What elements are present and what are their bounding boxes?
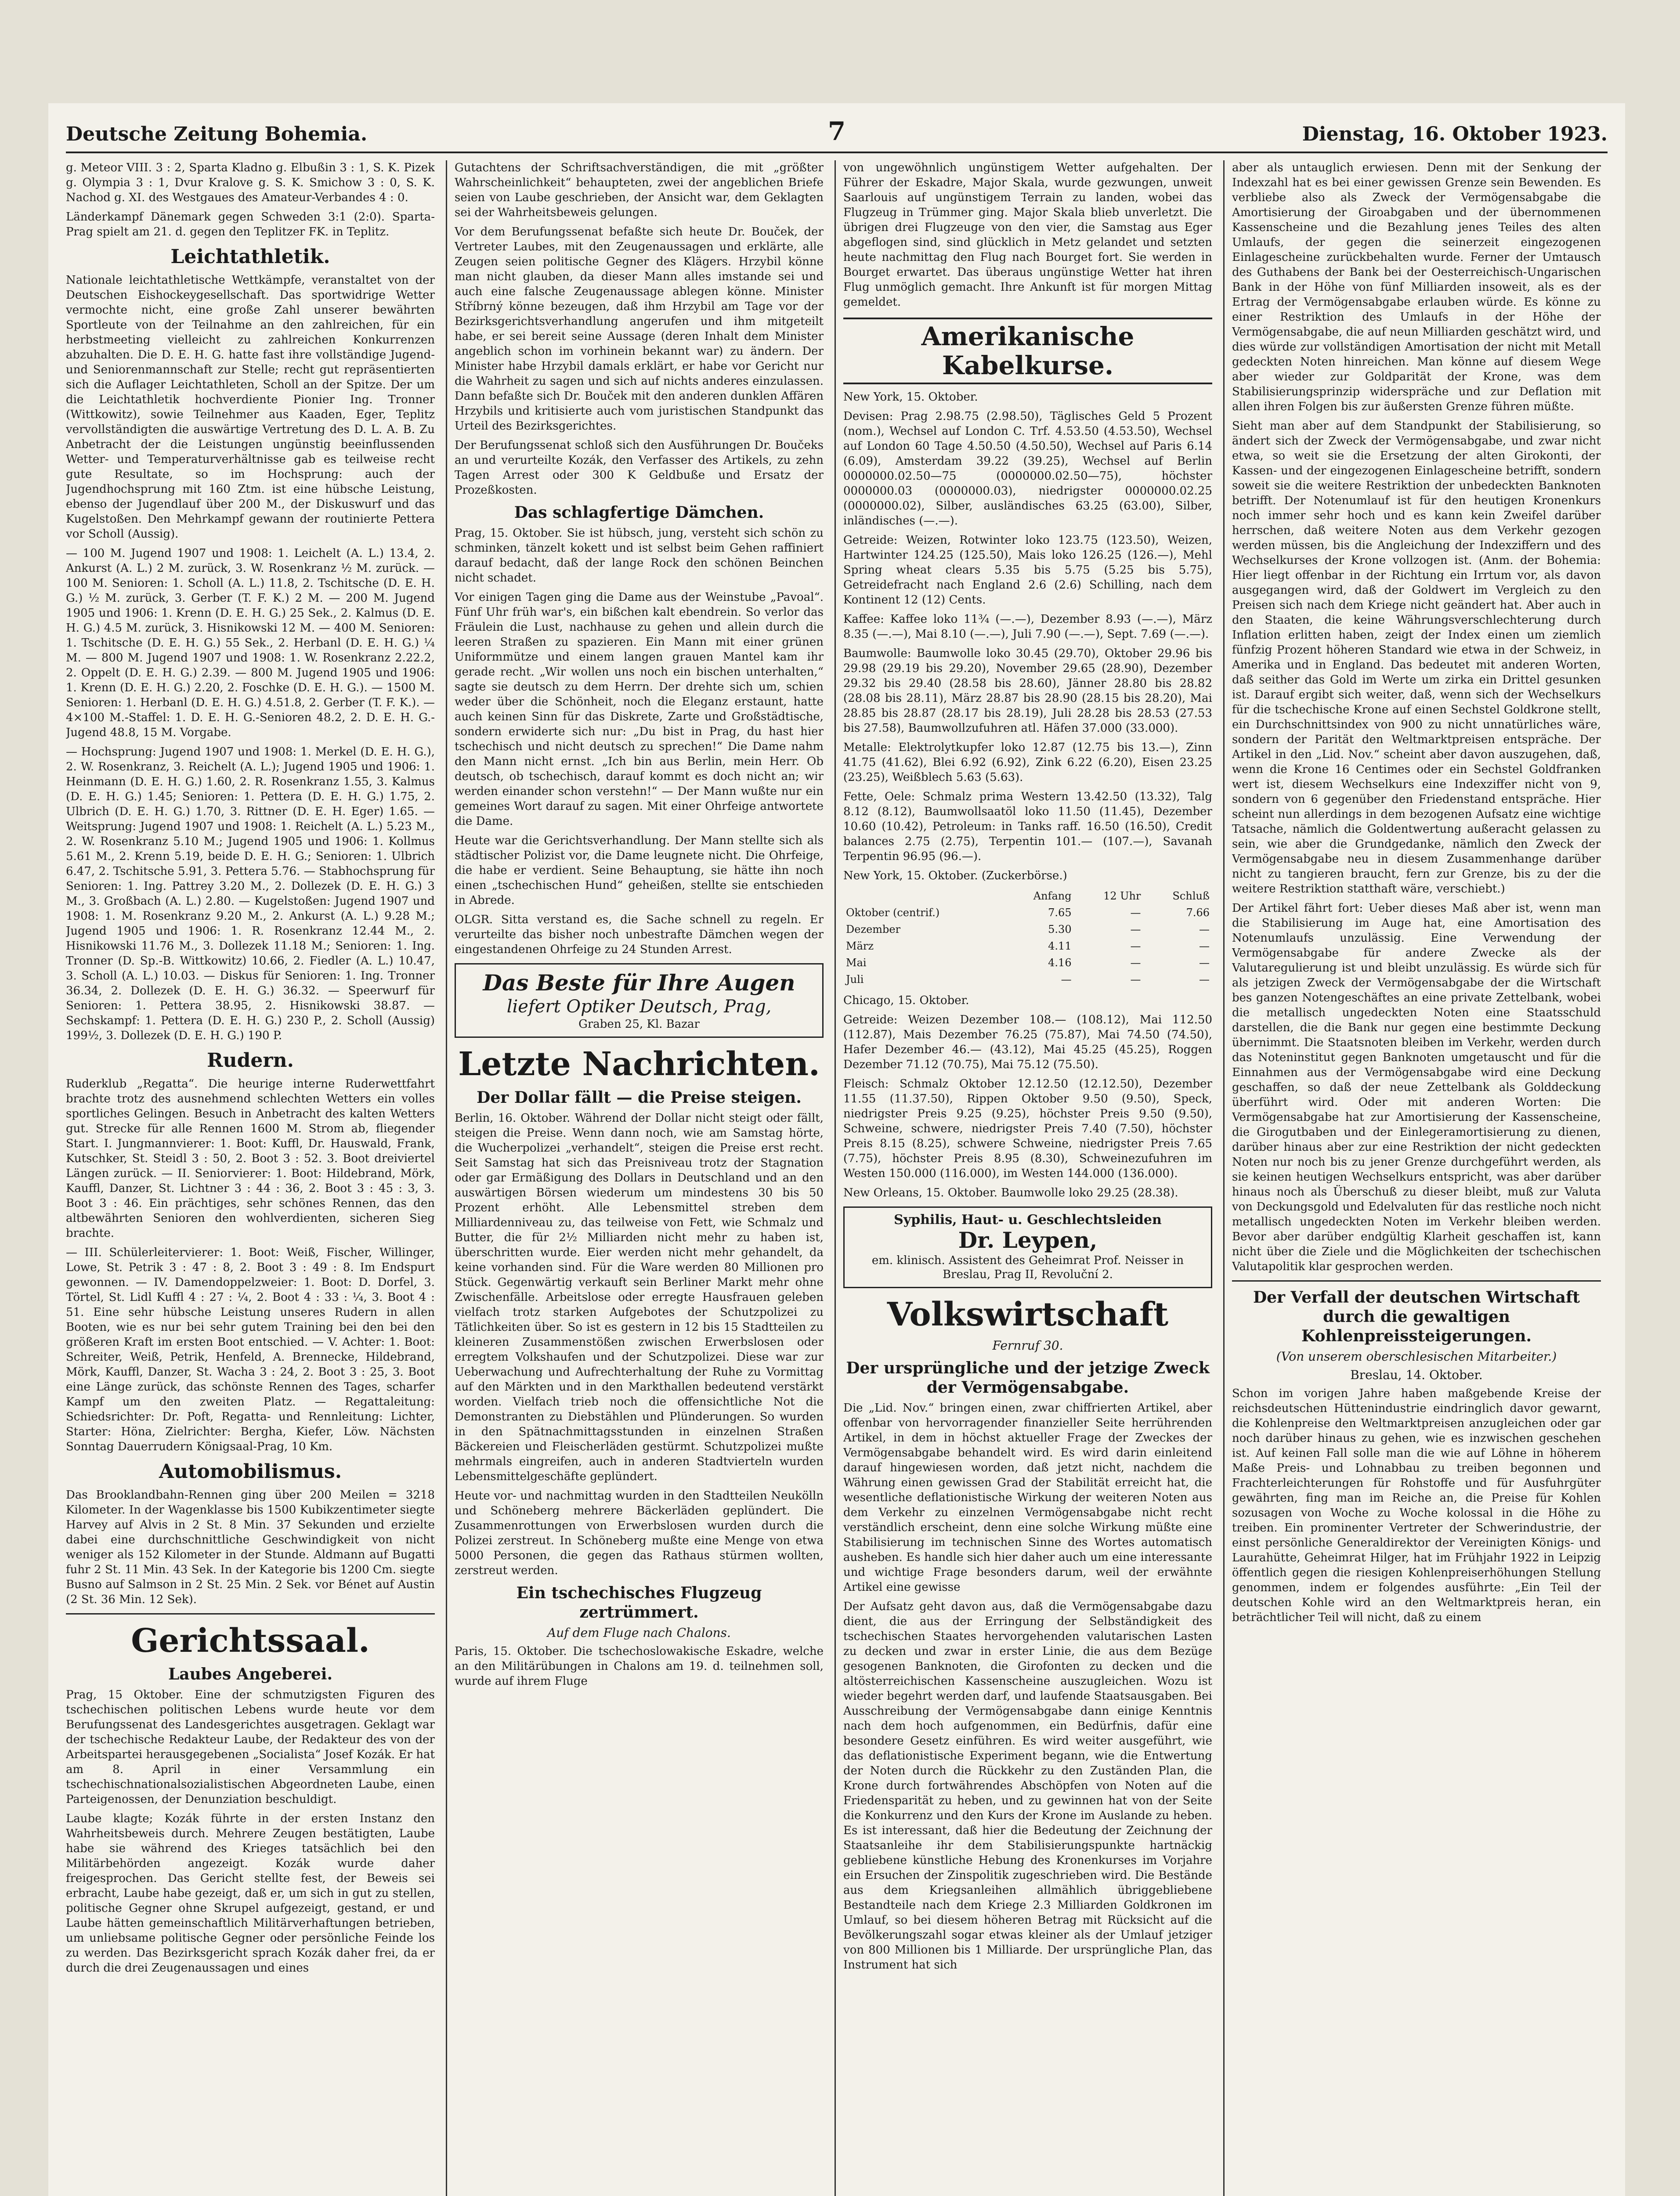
kabel-kaffee: Kaffee: Kaffee loko 11¾ (—.—), Dezember 8.93 (—.—), März 8.35 (—.—), Mai 8.10 (—.—), Juli 7.90 (—.—), Sept. 7.69 (—.—). — [843, 613, 1212, 641]
table-cell: — — [1199, 923, 1210, 935]
volkswirtschaft-phone: Fernruf 30. — [992, 1338, 1063, 1353]
ad-name: liefert Optiker Deutsch, Prag, — [506, 997, 772, 1017]
table-row — [843, 938, 1212, 954]
kabelkurse-heading: Amerikanische Kabelkurse. — [843, 318, 1212, 384]
table-row — [843, 954, 1212, 971]
table-cell: — — [1199, 973, 1210, 986]
column-1 — [66, 160, 435, 2196]
zuckerboerse-table — [843, 888, 1212, 988]
rudern-text-2: — III. Schülerleitervierer: 1. Boot: Weiß, Fischer, Willinger, Lowe, St. Petrik 3 : 47 : 8, 2. Boot 3 : 49 : 8. Im Endspurt gewonnen. — IV. Damendoppelzweier: 1. Boot: D. Dorfel, 3. Törtel, St. Lidl Kuffl 4 : 27 : ¼, 2. Boot 4 : 33 : ¼, 3. Boot 4 : 51. Eine sehr hübsche Leistung unseres Rudern in allen Booten, wie es nur bei sehr gutem Training bei den bei den größeren Kraft im ersten Boot entschied. — V. Achter: 1. Boot: Schreiter, Weiß, Petrik, Henfeld, A. Brennecke, Hildebrand, Mörk, Kauffl, Danzer, St. Wacha 3 : 24, 2. Boot 3 : 25, 3. Boot eine Länge zurück, das schönste Rennen des Tages, scharfer Kampf um den zweiten Platz. — Regattaleitung: Schiedsrichter: Dr. Poft, Regatta- und Rennleitung: Lichter, Starter: Höna, Zielrichter: Bergha, Kiefer, Löw. Nächsten Sonntag Dauerrudern Königsaal-Prag, 10 Km. — [66, 1246, 435, 1453]
automobilismus-heading: Automobilismus. — [159, 1460, 342, 1483]
table-header-cell: 12 Uhr — [1103, 890, 1141, 902]
table-cell: März — [846, 940, 874, 952]
vermoegensabgabe-continued-1: aber als untauglich erwiesen. Denn mit der Senkung der Indexzahl hat es bei einer gewissen Grenze sein Bewenden. Es verbliebe also als Zweck der Vermögensabgabe die Amortisierung der Giroabgaben und der übernommenen Kassenscheine und die Bezahlung jenes Teiles des alten Umlaufs, der gegen die seinerzeit eingezogenen Einlagescheine zurückbehalten wurde. Ferner der Umtausch des Guthabens der Bank bei der Oesterreichisch-Ungarischen Bank in der Höhe von fünf Milliarden insoweit, als es der Ertrag der Vermögensabgabe erlauben würde. Es könne zu einer Restriktion des Umlaufs in der Höhe der Vermögensabgabe, die auf neun Milliarden geschätzt wird, und dies würde zur vollständigen Amortisation der nicht mit Metall gedeckten Noten hinreichen. Man könne auf diesem Wege aber wieder zur Goldparität der Krone, was dem Stabilisierungsprinzip widerspräche und zur Deflation mit allen ihren Folgen bis zur äußersten Grenze führen müßte. — [1232, 161, 1601, 413]
table-header-cell: Anfang — [1033, 890, 1072, 902]
verfall-byline: (Von unserem oberschlesischen Mitarbeiter.) — [1276, 1349, 1557, 1364]
table-header-row — [843, 888, 1212, 904]
football-results: g. Meteor VIII. 3 : 2, Sparta Kladno g. Elbußin 3 : 1, S. K. Pizek g. Olympia 3 : 1, Dvur Kralove g. S. K. Smichow 3 : 0, S. K. Nachod g. XI. des Westgaues des Amateur-Verbandes 4 : 0. — [66, 161, 435, 204]
gerichtssaal-heading: Gerichtssaal. — [131, 1622, 370, 1660]
gerichtssaal-text-2: Laube klagte; Kozák führte in der ersten Instanz den Wahrheitsbeweis durch. Mehrere Zeugen bestätigten, Laube habe sie während des Krieges tatsächlich bei den Militärbehörden angezeigt. Kozák wurde daher freigesprochen. Das Gericht stellte fest, der Beweis sei erbracht, Laube habe gezeigt, daß er, um sich in gut zu stellen, politische Gegner ohne Skrupel aufgezeigt, gestand, er und Laube hätten gemeinschaftlich Militärverhaftungen betrieben, um unliebsame politische Gegner oder persönliche Feinde los zu werden. Das Bezirksgericht sprach Kozák daher frei, da er durch die drei Zeugenaussagen und eines — [66, 1812, 435, 1975]
vermoegensabgabe-text-2: Der Aufsatz geht davon aus, daß die Vermögensabgabe dazu dient, die aus der Erringung der Selbständigkeit des tschechischen Staates hervorgehenden valutarischen Lasten zu decken und zwar in erster Linie, die aus dem Bezüge gesogenen Banknoten, die Girofonten zu decken und die altösterreichischen Kassenscheine auszugleichen. Wozu ist wieder begehrt werden darf, und laufende Staatsausgaben. Bei Ausschreibung der Vermögensabgabe dann einige Kenntnis nach dem hoch aufgenommen, ein Bedürfnis, dafür eine besondere Gesetz einführen. Es wird weiter ausgeführt, wie das deflationistische Experiment begann, wie die Entwertung der Noten durch die Rückkehr zu den Zuständen Plan, die Krone durch fortwährendes Abschöpfen von Noten auf die Friedensparität zu heben, und zu gewinnen hat von der Seite die Konkurrenz und den Kurs der Krone im Auslande zu heben. Es ist interessant, daß hier die Bedeutung der Zeichnung der Staatsanleihe ihr dem Stabilisierungspunkte hartnäckig gebliebene künstliche Hebung des Kronenkurses im Vorjahre ein Ersuchen der Zinspolitik zugeschrieben wird. Die Bestände aus dem Kriegsanleihen allmählich übriggebliebene Bestandteile nach dem Kriege 2.3 Milliarden Goldkronen im Umlauf, so bei diesem höheren Betrag mit Rücksicht auf die Bevölkerungszahl sogar etwas kleiner als der Umlauf jetziger von 800 Millionen bis 1 Milliarde. Der ursprüngliche Plan, das Instrument hat sich — [843, 1600, 1212, 1972]
kabel-devisen: Devisen: Prag 2.98.75 (2.98.50), Täglisches Geld 5 Prozent (nom.), Wechsel auf London C. Trf. 4.53.50 (4.53.50), Wechsel auf London 60 Tage 4.50.50 (4.50.50), Wechsel auf Paris 6.14 (6.09), Amsterdam 39.22 (39.25), Wechsel auf Berlin 0000000.02.50—75 (0000000.02.50—75), höchster 0000000.03 (0000000.03), niedrigster 0000000.02.25 (0000000.02), Silber, ausländisches 63.25 (63.00), Silber, inländisches (—.—). — [843, 410, 1212, 527]
table-cell: — — [1130, 923, 1141, 935]
leypen-advertisement — [843, 1206, 1212, 1288]
dollar-text-2: Heute vor- und nachmittag wurden in den Stadtteilen Neukölln und Schöneberg mehrere Bäckerläden geplündert. Die Zusammenrottungen von Erwerbslosen wurden durch die Polizei zerstreut. In Schöneberg mußte eine Menge von etwa 5000 Personen, die gegen das Rathaus stürmen wollten, zerstreut werden. — [455, 1489, 824, 1577]
leichtathletik-text-1: Nationale leichtathletische Wettkämpfe, veranstaltet von der Deutschen Eishockeygesellschaft. Das sportwidrige Wetter vermochte nicht, eine große Zahl unserer bewährten Sportleute von der Teilnahme an den zahlreichen, für ein herbstmeeting vielleicht zu zahlreichen Konkurrenzen abzuhalten. Die D. E. H. G. hatte fast ihre vollständige Jugend- und Seniorenmannschaft zur Stelle; recht gut repräsentierten sich die Auflager Leichtathleten, Scholl an der Spitze. Der um die Leichtathletik hochverdiente Pionier Ing. Tronner (Wittkowitz), sowie Teilnehmer aus Kaaden, Eger, Teplitz vervollständigten die auswärtige Vertretung des D. L. A. B. Zu Anbetracht der die Leistungen ungünstig beeinflussenden Wetter- und Temperaturverhältnisse gab es teilweise recht gute Resultate, so im Hochsprung: auch der Jugendhochsprung mit 160 Ztm. ist eine hübsche Leistung, ebenso der Jugendlauf über 200 M., der Diskuswurf und das Kugelstoßen. Den Mehrkampf gewann der routinierte Pettera vor Scholl (Aussig). — [66, 274, 435, 541]
column-rule — [835, 160, 836, 2196]
chicago-fleisch: Fleisch: Schmalz Oktober 12.12.50 (12.12.50), Dezember 11.55 (11.37.50), Rippen Oktober 9.50 (9.50), Speck, niedrigster Preis 9.25 (9.25), höchster Preis 9.50 (9.50), Schweine, schwere, niedrigster Preis 7.40 (7.50), höchster Preis 8.15 (8.25), schwere Schweine, niedrigster Preis 7.65 (7.75), höchster Preis 8.95 (8.30), Schweinezufuhren im Westen 150.000 (116.000), im Westen 144.000 (136.000). — [843, 1077, 1212, 1180]
vermoegensabgabe-continued-3: Der Artikel fährt fort: Ueber dieses Maß aber ist, wenn man die Stabilisierung im Auge hat, eine Amortisation des Notenumlaufs unzulässig. Eine Verwendung der Vermögensabgabe für andere Zwecke als der Valutaregulierung ist und bleibt unzulässig. Es würde sich für als jetzigen Zweck der Vermögensabgabe der die Wirtschaft bes ganzen Notengeschäftes an eine private Zettelbank, wobei die metallisch ungedeckten Noten eine Staatsschuld darstellen, die die Bank nur gegen eine bestimmte Deckung übernimmt. Die Staatsnoten bleiben im Verkehr, werden durch das Noteninstitut gegen Banknoten umgetauscht und für die Einnahmen aus der Vermögensabgabe wird eine Deckung geschaffen, so daß der neue Zettelbank als Golddeckung überführt wird. Oder mit anderen Worten: Die Vermögensabgabe hat zur Amortisierung der Kassenscheine, die Girogutbaben und der Einlegeramortisierung zu dienen, darüber hinaus aber zur eine Restriktion der nicht gedeckten Noten nur noch bis zu jener Grenze durchgeführt werden, als sie keinen heutigen Wechselkurs entspricht, was aber darüber hinaus noch als Überschuß zu dieser bleibt, muß zur Valuta von Deckungsgold und Edelvaluten für das restliche noch nicht metallisch ungedeckten Noten im Verkehr bleiben werden. Bevor aber darüber endgültig Klarheit geschaffen ist, kann nicht über die Ziele und die Möglichkeiten der tschechischen Valutapolitik klar gesprochen werden. — [1232, 902, 1601, 1273]
section-divider — [1232, 1280, 1601, 1282]
table-cell: — — [1130, 957, 1141, 969]
vermoegensabgabe-text-1: Die „Lid. Nov.“ bringen einen, zwar chiffrierten Artikel, aber offenbar von hervorragender finanzieller Seite herrührenden Artikel, in dem in höchst aktueller Frage der Zweckes der Vermögensabgabe behandelt wird. Es wird darin einleitend darauf hingewiesen worden, daß jetzt nicht, nachdem die Währung einen gewissen Grad der Stabilität erreicht hat, die wesentliche deflationistische Wirkung der weiteren Noten aus dem Verkehr zu einzelnen Vermögensabgabe nicht recht verständlich erscheint, denn eine solche Wirkung müßte eine Stabilisierung im technischen Sinne des Wortes automatisch ausheben. Es handle sich hier daher auch um eine interessante und wichtige Frage besonders darum, weil der erwähnte Artikel eine gewisse — [843, 1401, 1212, 1594]
daemchen-text-2: Vor einigen Tagen ging die Dame aus der Weinstube „Pavoal“. Fünf Uhr früh war's, ein bißchen kalt ebendrein. So verlor das Fräulein die Lust, nachhause zu gehen und allein durch die leeren Straßen zu spazieren. Ein Mann mit einer grünen Uniformmütze und einem langen grauen Mantel kam ihr gerade recht. „Wir wollen uns noch ein bischen unterhalten,“ sagte sie deutsch zu dem Herrn. Der drehte sich um, schien weder über die Schönheit, noch die Eleganz erstaunt, hatte auch keinen Sinn für das Diskrete, Zarte und Großstädtische, sondern erwiderte sich nur: „Du bist in Prag, du hast hier tschechisch und nicht deutsch zu sprechen!“ Die Dame nahm den Mann nicht ernst. „Ich bin aus Berlin, mein Herr. Ob deutsch, ob tschechisch, darauf kommt es doch nicht an; wir werden einander schon verstehn!“ — Der Mann wußte nur ein gemeines Wort darauf zu sagen. Mit einer Ohrfeige antwortete die Dame. — [455, 591, 824, 828]
table-row — [843, 971, 1212, 988]
kabel-getreide: Getreide: Weizen, Rotwinter loko 123.75 (123.50), Weizen, Hartwinter 124.25 (125.50), Mais loko 126.25 (126.—), Mehl Spring wheat clears 5.35 bis 5.75 (5.25 bis 5.75), Getreidefracht nach England 2.6 (2.6) Schilling, nach dem Kontinent 12 (12) Cents. — [843, 534, 1212, 607]
table-cell: — — [1061, 973, 1072, 986]
ad-topic: Syphilis, Haut- u. Geschlechtsleiden — [894, 1212, 1162, 1228]
verfall-heading: Der Verfall der deutschen Wirtschaft durch die gewaltigen Kohlenpreissteigerungen. — [1253, 1288, 1580, 1345]
daemchen-heading: Das schlagfertige Dämchen. — [514, 503, 764, 522]
column-3 — [843, 160, 1212, 2196]
automobilismus-text: Das Brooklandbahn-Rennen ging über 200 Meilen = 3218 Kilometer. In der Wagenklasse bis 1500 Kubikzentimeter siegte Harvey auf Alvis in 2 St. 8 Min. 37 Sekunden und erzielte dabei eine durchschnittliche Geschwindigkeit von nicht weniger als 152 Kilometer in der Stunde. Aldmann auf Bugatti fuhr 2 St. 11 Min. 43 Sek. In der Kategorie bis 1200 Cm. siegte Busno auf Salmson in 2 St. 25 Min. 2 Sek. vor Bénet auf Austin (2 St. 36 Min. 12 Sek). — [66, 1488, 435, 1606]
leichtathletik-text-3: — Hochsprung: Jugend 1907 und 1908: 1. Merkel (D. E. H. G.), 2. W. Rosenkranz, 3. Reichelt (A. L.); Jugend 1905 und 1906: 1. Heinmann (D. E. H. G.) 1.60, 2. R. Rosenkranz 1.55, 3. Kalmus (D. E. H. G.) 1.45; Senioren: 1. Pettera (D. E. H. G.) 1.75, 2. Ulbrich (D. E. H. G.) 1.70, 3. Rittner (D. E. H. Eger) 1.65. — Weitsprung: Jugend 1907 und 1908: 1. Reichelt (A. L.) 5.23 M., 2. W. Rosenkranz 5.10 M.; Jugend 1905 und 1906: 1. Kollmus 5.61 M., 2. Krenn 5.19, beide D. E. H. G.; Senioren: 1. Ulbrich 6.47, 2. Tschitsche 5.91, 3. Pettera 5.76. — Stabhochsprung für Senioren: 1. Ing. Pattrey 3.20 M., 2. Dollezek (D. E. H. G.) 3 M., 3. Großbach (A. L.) 2.80. — Kugelstoßen: Jugend 1907 und 1908: 1. M. Rosenkranz 9.20 M., 2. Ankurst (A. L.) 9.28 M.; Jugend 1905 und 1906: 1. R. Rosenkranz 12.44 M., 2. Hisnikowski 11.76 M., 3. Dollezek 11.18 M.; Senioren: 1. Ing. Tronner (D. Sp.-B. Wittkowitz) 10.66, 2. Fiedler (A. L.) 10.47, 3. Scholl (A. L.) 10.03. — Diskus für Senioren: 1. Ing. Tronner 36.34, 2. Dollezek (D. E. H. G.) 36.32. — Speerwurf für Senioren: 1. Pettera 38.95, 2. Hisnikowski 38.87. — Sechskampf: 1. Pettera (D. E. H. G.) 230 P., 2. Scholl (Aussig) 199½, 3. Dollezek (D. E. H. G.) 190 P. — [66, 745, 435, 1042]
column-2 — [455, 160, 824, 2196]
zuckerboerse-dateline: New York, 15. Oktober. (Zuckerbörse.) — [843, 869, 1067, 882]
table-cell: 4.11 — [1048, 940, 1072, 952]
laube-text-3: Der Berufungssenat schloß sich den Ausführungen Dr. Boučeks an und verurteilte Kozák, den Verfasser des Artikels, zu zehn Tagen Arrest oder 300 K Geldbuße und Ersatz der Prozeßkosten. — [455, 439, 824, 497]
table-cell: Mai — [846, 957, 867, 969]
laube-text-1: Gutachtens der Schriftsachverständigen, die mit „größter Wahrscheinlichkeit“ behaupteten, zwei der angeblichen Briefe seien von Laube geschrieben, der Ansicht war, dem Geklagten sei der Wahrheitsbeweis gelungen. — [455, 161, 824, 219]
ad-headline: Das Beste für Ihre Augen — [483, 970, 795, 996]
table-cell: Oktober (centrif.) — [846, 907, 940, 919]
table-header-cell — [843, 888, 1004, 904]
page-header — [66, 114, 1608, 153]
dollar-text-1: Berlin, 16. Oktober. Während der Dollar nicht steigt oder fällt, steigen die Preise. Wenn dann noch, wie am Samstag hörte, die Wucherpolizei „verhandelt“, steigen die Preise erst recht. Seit Samstag hat sich das Preisniveau trotz der Stagnation oder gar Ermäßigung des Dollars in Deutschland und an den auswärtigen Börsen wiederum um mindestens 30 bis 50 Prozent erhöht. Alle Lebensmittel streben dem Milliardenniveau zu, das teilweise von Fett, wie Schmalz und Butter, die für 2½ Milliarden nicht mehr zu haben ist, überschritten wurde. Eier werden nicht mehr gehandelt, da keine vorhanden sind. Für die Ware werden 80 Millionen pro Stück. Gegenwärtig verkauft sein Berliner Markt mehr ohne Zwischenfälle. Arbeitslose oder erregte Hausfrauen geleben vielfach trotz starken Aufgebotes der Schutzpolizei zu Tätlichkeiten über. So ist es gestern in 12 bis 15 Stadtteilen zu kleineren Zusammenstößen zwischen Erwerbslosen oder erregtem Volkshaufen und der Schutzpolizei. Diese war zur Ueberwachung und Aufrechterhaltung der Ruhe zu Vormittag auf den Märkten und in den Markthallen bedeutend verstärkt worden. Vielfach trieb noch die offensichtliche Not die Demonstranten zu Diebstählen und Plünderungen. So wurden in den Spätnachmittagsstunden in einzelnen Straßen Bäckereien und Fleischerläden gestürmt. Schutzpolizei mußte mehrmals eingreifen, auch in anderen Stadtvierteln wurden Lebensmittelgeschäfte geplündert. — [455, 1112, 824, 1483]
page-number: 7 — [827, 116, 846, 146]
table-row — [843, 904, 1212, 921]
table-cell: 7.66 — [1186, 907, 1210, 919]
dollar-heading: Der Dollar fällt — die Preise steigen. — [477, 1088, 802, 1107]
table-cell: — — [1199, 940, 1210, 952]
gerichtssaal-subheading: Laubes Angeberei. — [168, 1665, 333, 1683]
laenderkampf-text: Länderkampf Dänemark gegen Schweden 3:1 (2:0). Sparta-Prag spielt am 21. d. gegen den Teplitzer FK. in Teplitz. — [66, 210, 435, 238]
kabel-dateline: New York, 15. Oktober. — [843, 390, 978, 404]
ad-doctor-name: Dr. Leypen, — [958, 1227, 1098, 1253]
kabel-metalle: Metalle: Elektrolytkupfer loko 12.87 (12.75 bis 13.—), Zinn 41.75 (41.62), Blei 6.92 (6.92), Zink 6.22 (6.20), Eisen 23.25 (23.25), Weißblech 5.63 (5.63). — [843, 741, 1212, 784]
vermoegensabgabe-heading: Der ursprüngliche und der jetzige Zweck der Vermögensabgabe. — [846, 1359, 1210, 1397]
rudern-heading: Rudern. — [207, 1049, 294, 1072]
chicago-getreide: Getreide: Weizen Dezember 108.— (108.12), Mai 112.50 (112.87), Mais Dezember 76.25 (75.87), Mai 74.50 (74.50), Hafer Dezember 46.— (43.12), Mai 45.25 (45.25), Roggen Dezember 71.12 (70.75), Mai 75.12 (75.50). — [843, 1013, 1212, 1071]
newspaper-page — [48, 103, 1625, 2196]
table-cell: Dezember — [846, 923, 901, 935]
flugzeug-text: Paris, 15. Oktober. Die tschechoslowakische Eskadre, welche an den Militärübungen in Chalons am 19. d. teilnehmen soll, wurde auf ihrem Fluge — [455, 1645, 824, 1688]
table-cell: — — [1199, 957, 1210, 969]
gerichtssaal-text-1: Prag, 15 Oktober. Eine der schmutzigsten Figuren des tschechischen politischen Lebens wurde heute vor dem Berufungssenat des Landesgerichtes ausgetragen. Geklagt war der tschechische Redakteur Laube, der Redakteur des von der Arbeitspartei herausgegebenen „Socialista“ Josef Kozák. Er hat am 8. April in einer Versammlung ein tschechischnationalsozialistischen Abgeordneten Laube, einen Parteigenossen, der Denunziation beschuldigt. — [66, 1688, 435, 1806]
leichtathletik-text-2: — 100 M. Jugend 1907 und 1908: 1. Leichelt (A. L.) 13.4, 2. Ankurst (A. L.) 2 M. zurück, 3. W. Rosenkranz ½ M. zurück. — 100 M. Senioren: 1. Scholl (A. L.) 11.8, 2. Tschitsche (D. E. H. G.) ½ M. zurück, 3. Gerber (T. F. K.) 2 M. — 200 M. Jugend 1905 und 1906: 1. Krenn (D. E. H. G.) 25 Sek., 2. Kalmus (D. E. H. G.) 4.5 M. zurück, 3. Hisnikowski 12 M. — 400 M. Senioren: 1. Tschitsche (D. E. H. G.) 55 Sek., 2. Herbanl (D. E. H. G.) ¼ M. — 800 M. Jugend 1907 und 1908: 1. W. Rosenkranz 2.22.2, 2. Oppelt (D. E. H. G.) 2.39. — 800 M. Jugend 1905 und 1906: 1. Krenn (D. E. H. G.) 2.20, 2. Foschke (D. E. H. G.). — 1500 M. Senioren: 1. Herbanl (D. E. H. G.) 4.51.8, 2. Gerber (T. F. K.). — 4×100 M.-Staffel: 1. D. E. H. G.-Senioren 48.2, 2. D. E. H. G.-Jugend 48.8, 15 M. Vorgabe. — [66, 547, 435, 739]
table-row — [843, 921, 1212, 938]
newspaper-name: Deutsche Zeitung Bohemia. — [66, 123, 368, 145]
issue-date: Dienstag, 16. Oktober 1923. — [1302, 123, 1608, 145]
verfall-dateline: Breslau, 14. Oktober. — [1350, 1368, 1483, 1382]
kabel-baumwolle: Baumwolle: Baumwolle loko 30.45 (29.70), Oktober 29.96 bis 29.98 (29.19 bis 29.20), November 29.65 (28.90), Dezember 29.32 bis 29.40 (28.58 bis 28.60), Jänner 28.80 bis 28.82 (28.08 bis 28.11), März 28.87 bis 28.90 (28.15 bis 28.20), Mai 28.85 bis 28.87 (28.17 bis 28.19), Juli 28.28 bis 28.53 (27.53 bis 27.58), Baumwollzufuhren atl. Häfen 37.000 (33.000). — [843, 647, 1212, 735]
table-cell: Juli — [846, 973, 864, 986]
table-cell: — — [1130, 940, 1141, 952]
rudern-text-1: Ruderklub „Regatta“. Die heurige interne Ruderwettfahrt brachte trotz des ausnehmend schlechten Wetters ein volles sportliches Gelingen. Besuch in Anbetracht des kalten Wetters gut. Strecke für alle Rennen 1600 M. Strom ab, fliegender Start. I. Jungmannvierer: 1. Boot: Kuffl, Dr. Hauswald, Frank, Kutschker, St. Steidl 3 : 50, 2. Boot 3 : 52. 3. Boot dreiviertel Längen zurück. — II. Seniorvierer: 1. Boot: Hildebrand, Mörk, Kauffl, Danzer, St. Lichtner 3 : 44 : 36, 2. Boot 3 : 45 : 3, 3. Boot 3 : 46. Ein prächtiges, sehr schönes Rennen, das den altbewährten Senioren den wohlverdienten, sicheren Sieg brachte. — [66, 1077, 435, 1240]
table-cell: 7.65 — [1048, 907, 1072, 919]
volkswirtschaft-heading: Volkswirtschaft — [887, 1296, 1169, 1333]
vermoegensabgabe-continued-2: Sieht man aber auf dem Standpunkt der Stabilisierung, so ändert sich der Zweck der Vermögensabgabe, und zwar nicht etwa, so weit sie die Ersetzung der alten Girokonti, der Kassen- und der eingezogenen Einlagescheine betrifft, sondern soweit sie die weitere Restriktion der unbedeckten Banknoten betrifft. Der Notenumlauf ist für den heutigen Kronenkurs noch immer sehr hoch und es kann kein Zweifel darüber herrschen, daß weitere Noten aus dem Verkehr gezogen werden müssen, bis die Angleichung der Indexziffern und des Wechselkurses der Krone vollzogen ist. (Anm. der Bohemia: Hier liegt offenbar in der Richtung ein Irrtum vor, als davon ausgegangen wird, daß der Goldwert im Vergleich zu den Preisen sich nach dem Kriege nicht geändert hat. Aber auch in den Staaten, die keine Währungsverschlechterung durch Inflation erlitten haben, zeigt der Index einen um ziemlich fünfzig Prozent höheren Standard wie etwa in der Schweiz, in Amerika und in England. Das bedeutet mit anderen Worten, daß seither das Gold im Werte um zirka ein Drittel gesunken ist. Darauf ergibt sich weiter, daß, wenn sich der Wechselkurs für die tschechische Krone auf einen Sechstel Goldkrone stellt, ein Durchschnittsindex von 900 zu nicht unnatürliches wäre, sondern der Parität den Weltmarktpreisen entspräche. Der Artikel in den „Lid. Nov.“ scheint aber davon auszugehen, daß, wenn die Krone 16 Centimes oder ein Sechstel Goldfranken wert ist, diesem Wechselkurs eine Indexziffer nicht von 9, sondern von 6 gegenüber den Friedenstand entspräche. Hier scheint nun allerdings in dem bezogenen Aufsatz eine wichtige Tatsache, nämlich die Goldentwertung außeracht gelassen zu sein, wie aber die Grundgedanke, nämlich den Zweck der Vermögensabgabe neu in diesem Zusammenhange darüber nicht zu tangieren braucht, fern zur Grenze, bis zu der die weitere Restriktion statthaft wäre, verschiebt.) — [1232, 419, 1601, 896]
table-cell: 5.30 — [1048, 923, 1072, 935]
section-divider — [66, 1613, 435, 1614]
chicago-dateline: Chicago, 15. Oktober. — [843, 994, 969, 1007]
leichtathletik-heading: Leichtathletik. — [170, 246, 330, 268]
table-cell: 4.16 — [1048, 957, 1072, 969]
column-4 — [1232, 160, 1601, 2196]
daemchen-text-1: Prag, 15. Oktober. Sie ist hübsch, jung, versteht sich schön zu schminken, tänzelt kokett und ist selbst beim Gehen raffiniert darauf bedacht, daß der lange Rock den schönen Beinchen nicht schadet. — [455, 527, 824, 585]
daemchen-text-4: OLGR. Sitta verstand es, die Sache schnell zu regeln. Er verurteilte das bisher noch unbestrafte Dämchen wegen der eingestandenen Ohrfeige zu 24 Stunden Arrest. — [455, 913, 824, 956]
flugzeug-heading: Ein tschechisches Flugzeug zertrümmert. — [516, 1584, 762, 1622]
table-header-cell: Schluß — [1172, 890, 1210, 902]
kabel-fette: Fette, Oele: Schmalz prima Western 13.42.50 (13.32), Talg 8.12 (8.12), Baumwollsaatöl loko 11.50 (11.45), Dezember 10.60 (10.42), Petroleum: in Tanks raff. 16.50 (16.50), Credit balances 2.75 (2.75), Terpentin 101.— (107.—), Savanah Terpentin 96.95 (96.—). — [843, 790, 1212, 863]
letzte-nachrichten-heading: Letzte Nachrichten. — [458, 1045, 820, 1083]
table-cell: — — [1130, 973, 1141, 986]
column-rule — [446, 160, 447, 2196]
optiker-advertisement — [455, 963, 824, 1038]
flugzeug-continued: von ungewöhnlich ungünstigem Wetter aufgehalten. Der Führer der Eskadre, Major Skala, wurde gezwungen, unweit Saarlouis auf ungünstigem Terrain zu landen, wobei das Flugzeug in Trümmer ging. Major Skala blieb unverletzt. Die übrigen drei Flugzeuge von den vier, die Samstag aus Eger abgeflogen sind, sind glücklich in Metz gelandet und setzten heute nachmittag den Flug nach Bourget fort. Sie werden in Bourget erwartet. Das überaus ungünstige Wetter hat ihren Flug unmöglich gemacht. Ihre Ankunft ist für morgen Mittag gemeldet. — [843, 161, 1212, 309]
new-orleans-text: New Orleans, 15. Oktober. Baumwolle loko 29.25 (28.38). — [843, 1186, 1178, 1199]
ad-doctor-details: em. klinisch. Assistent des Geheimrat Prof. Neisser in Breslau, Prag II, Revoluční 2. — [871, 1254, 1184, 1281]
table-cell: — — [1130, 907, 1141, 919]
daemchen-text-3: Heute war die Gerichtsverhandlung. Der Mann stellte sich als städtischer Polizist vor, die Dame leugnete nicht. Die Ohrfeige, die habe er verdient. Seine Behauptung, sie hätte ihn noch einen „tschechischen Hund“ geheißen, stellte sie entschieden in Abrede. — [455, 834, 824, 907]
laube-text-2: Vor dem Berufungssenat befaßte sich heute Dr. Bouček, der Vertreter Laubes, mit den Zeugenaussagen und erklärte, alle Zeugen seien politische Gegner des Klägers. Hrzybil könne man nicht glauben, da dieser Mann alles imstande sei und auch eine falsche Zeugenaussage ablegen könne. Minister Stříbrný könne bezeugen, daß ihm Hrzybil am Tage vor der Bezirksgerichtsverhandlung angerufen und ihm mitgeteilt habe, er sei bereit seine Aussage (deren Inhalt dem Minister angeblich schon im vorhinein bekannt war) zu ändern. Der Minister habe Hrzybil damals erklärt, er habe vor Gericht nur die Wahrheit zu sagen und sich auf nichts anderes einzulassen. Dann befaßte sich Dr. Bouček mit den anderen dunklen Affären Hrzybils und kritisierte auch vom juristischen Standpunkt das Urteil des Bezirksgerichtes. — [455, 225, 824, 433]
ad-address: Graben 25, Kl. Bazar — [578, 1018, 700, 1031]
column-rule — [1223, 160, 1225, 2196]
flugzeug-subheading: Auf dem Fluge nach Chalons. — [547, 1625, 731, 1640]
verfall-text: Schon im vorigen Jahre haben maßgebende Kreise der reichsdeutschen Hüttenindustrie eindringlich davor gewarnt, die Kohlenpreise den Weltmarktpreisen anzugleichen oder gar noch darüber hinaus zu gehen, wie es inzwischen geschehen ist. Auf keinen Fall solle man die wie auf Löhne in höherem Maße Preis- und Lohnabbau zu treiben begonnen und Frachterleichterungen für Rohstoffe und für Ausfuhrgüter gewährten, fing man im Reiche an, die Preise für Kohlen sozusagen von Woche zu Woche kolossal in die Höhe zu treiben. Ein prominenter Vertreter der Schwerindustrie, der einst persönliche Generaldirektor der Vereinigten Königs- und Laurahütte, Geheimrat Hilger, hat im Frühjahr 1922 in Leipzig öffentlich gegen die riesigen Kohlenpreiserhöhungen Stellung genommen, indem er folgendes ausführte: „Ein Teil der deutschen Kohle wird an den Weltmarktpreis heran, ein beträchtlicher Teil will nicht, daß zu einem — [1232, 1387, 1601, 1624]
